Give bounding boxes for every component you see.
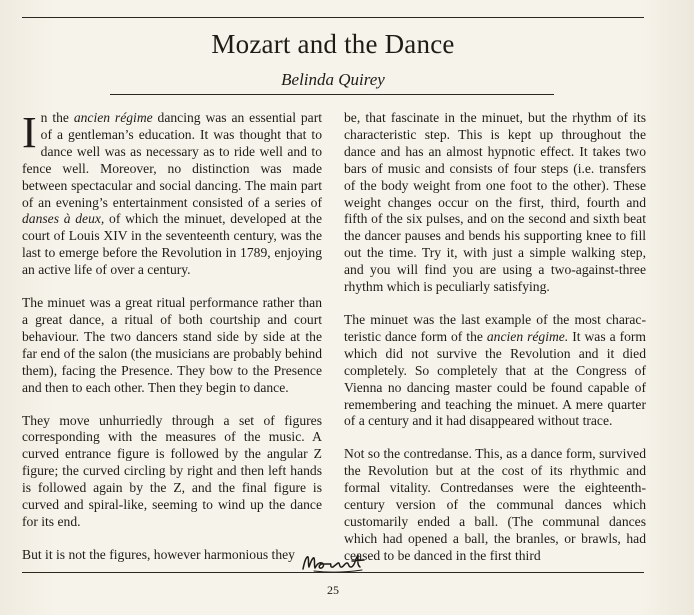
drop-cap: I — [22, 108, 37, 157]
left-paragraph-1 — [22, 110, 322, 279]
right-paragraph-1: be, that fascinate in the minuet, but the rhythm of its characteristic step. This is kept up throughout the dance and has an almost hypnotic effect. It takes two bars of music and consists of four steps (i.e. transfers of the body weight from one foot to the other). These weight changes occur on the first, third, fourth and fifth of the six pulses, and on the second and sixth beat the dancer pauses and bends his supporting knee to fill out the time. Try it, with just a simple walking step, and you will find you are using a two-against-three rhythm which is peculiarly satisfying. — [344, 110, 646, 295]
italic-term: danses à deux, — [22, 211, 105, 227]
text-run: It was a form which did not survive the Revolution and it died completely. So completely that at the Congress of Vienna no dancing master could be found capable of remembering and teaching the minuet. A mere quarter of a century and it had disappeared without trace. — [344, 328, 646, 429]
title-underline-rule — [110, 94, 554, 95]
text-run: n the — [40, 110, 74, 125]
right-column — [344, 110, 646, 581]
top-rule — [22, 17, 644, 18]
right-paragraph-3: Not so the contredanse. This, as a dance form, survived the Revolution but at the cost of its rhythmic and formal vitality. Contredanses were the eighteenth-century version of the communal dances which customarily ended a ball. (The communal dances which had opened a ball, the branles, or brawls, had ceased to be danced in the first third — [344, 446, 646, 563]
italic-term: ancien régime. — [486, 328, 569, 344]
italic-term: ancien régime — [73, 110, 153, 125]
right-paragraph-2 — [344, 312, 646, 430]
left-paragraph-4: But it is not the figures, however harmonious they — [22, 546, 295, 562]
text-run: of which the minuet, developed at the court of Louis XIV in the seventeenth century, was the last to emerge before the Revolution in 1789, enjoying an active life of over a century. — [22, 211, 322, 278]
text-run: The minuet was the last example of the most characteristic dance form of the — [344, 311, 646, 344]
left-paragraph-2: The minuet was a great ritual performance rather than a great dance, a ritual of both courtship and court behaviour. The two dancers stand side by side at the far end of the salon (the musicians are probably behind them), facing the Presence. They bow to the Presence and then to each other. Then they begin to dance. — [22, 295, 322, 395]
left-paragraph-3: They move unhurriedly through a set of figures corresponding with the measures of the music. A curved entrance figure is followed by the angular Z figure; the curved circling by right and then left hands is followed again by the Z, and the final figure is curved and spiral-like, seeming to wind up the dance for its end. — [22, 412, 322, 529]
article-author: Belinda Quirey — [281, 70, 385, 89]
text-run: dancing was an essential part of a gentleman’s education. It was thought that to dance well was as necessary as to ride well and to fence well. Moreover, no distinction was made between spectacular and social dancing. The main part of an evening’s entertainment consisted of a series of — [22, 110, 322, 210]
article-title: Mozart and the Dance — [211, 29, 455, 59]
bottom-rule — [22, 572, 644, 573]
page-number: 25 — [327, 583, 339, 597]
left-column — [22, 110, 322, 580]
